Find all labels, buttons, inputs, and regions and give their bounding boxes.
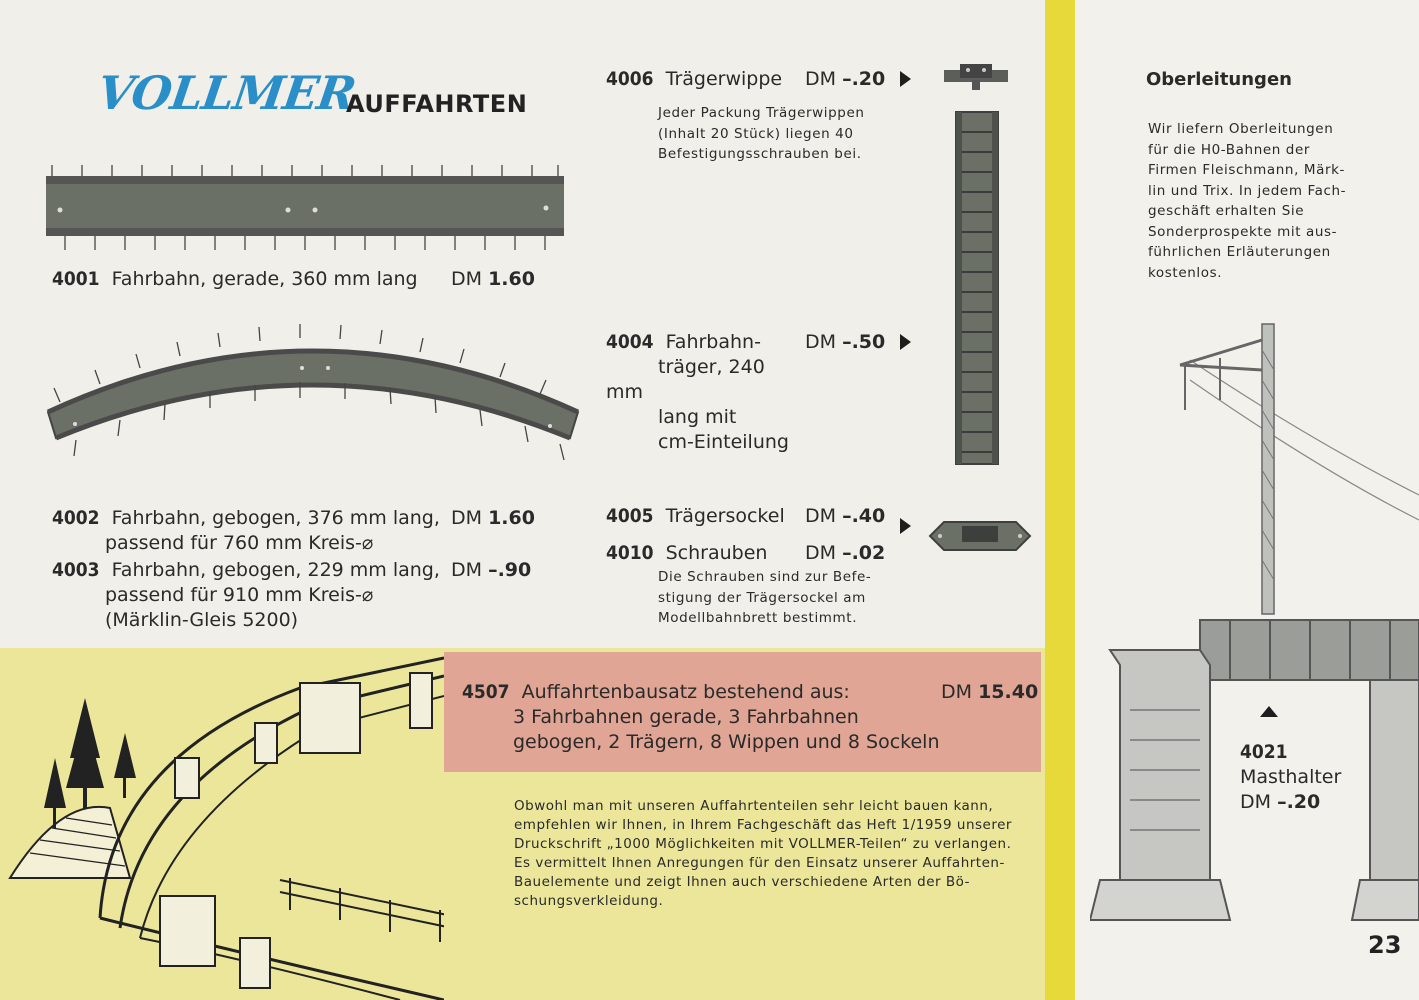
item-number: 4004 [606,331,654,353]
sidebar-title: Oberleitungen [1146,69,1292,90]
price-value: –.40 [842,505,886,527]
item-4021 [1240,740,1341,815]
price-value: –.20 [1277,791,1321,813]
price-prefix: DM [941,681,973,703]
item-4006 [606,67,782,92]
price-prefix: DM [451,507,483,529]
yellow-spine-strip [1045,0,1075,1000]
pointer-arrow-icon [900,518,911,534]
item-4002 [52,506,452,556]
item-description-line: Fahrbahn, gebogen, 376 mm lang, [111,507,440,529]
price-4010 [805,541,885,566]
item-description-line: (Märklin-Gleis 5200) [105,609,299,631]
section-title: AUFFAHRTEN [346,90,528,118]
price-4004 [805,330,885,355]
item-number: 4010 [606,542,654,564]
price-prefix: DM [451,559,483,581]
price-value: –.90 [488,559,532,581]
item-name: Trägersockel [665,505,785,527]
price-4003 [451,558,531,583]
item-number: 4003 [52,559,100,581]
item-number: 4002 [52,507,100,529]
sidebar-paragraph: Wir liefern Oberleitungen für die H0-Bahnen der Firmen Fleischmann, Märk- lin und Trix. In jedem Fach- geschäft erhalten Sie Sonderprospekte mit aus- führlichen Erläuterungen kostenlos. [1148,121,1347,281]
page-number: 23 [1368,931,1402,959]
price-value: 15.40 [978,681,1039,703]
item-4004 [606,330,806,455]
rocker-part-image [942,62,1010,94]
layout-scene-illustration [0,648,444,1000]
item-description-line: Fahrbahn, gebogen, 229 mm lang, [111,559,440,581]
curved-roadway-image [40,320,585,470]
price-4002 [451,506,535,531]
price-prefix: DM [805,331,837,353]
info-paragraph: Obwohl man mit unseren Auffahrtenteilen sehr leicht bauen kann, empfehlen wir Ihnen, in Ihrem Fachgeschäft das Heft 1/1959 unserer Druckschrift „1000 Möglichkeiten mit VOLLMER-Teilen“ zu verlangen. Es vermittelt Ihnen Anregungen für den Einsatz unserer Auffahrten- Bauelemente und zeigt Ihnen auch verschiedene Arten der Bö- schungsverkleidung. [514,798,1012,909]
straight-roadway-image [40,160,570,255]
price-prefix: DM [1240,791,1272,813]
kit-description-line: Auffahrtenbausatz bestehend aus: [521,681,850,703]
price-4006 [805,67,885,92]
item-4005 [606,504,785,529]
item-name: Trägerwippe [665,68,783,90]
price-value: –.50 [842,331,886,353]
item-number: 4507 [462,681,510,703]
item-number: 4006 [606,68,654,90]
item-description-line: passend für 910 mm Kreis-⌀ [105,584,374,606]
price-value: –.02 [842,542,886,564]
price-4021 [1240,790,1341,815]
item-description-line: passend für 760 mm Kreis-⌀ [105,532,374,554]
item-4010 [606,541,767,566]
price-4001 [451,267,535,292]
price-4507 [941,680,1038,705]
pointer-arrow-icon [900,71,911,87]
item-description-line: Fahrbahn- [665,331,761,353]
item-description-line: cm-Einteilung [658,431,789,453]
item-name: Schrauben [665,542,768,564]
item-description-line: träger, 240 mm [606,356,765,403]
item-4003 [52,558,452,633]
pointer-up-arrow-icon [1260,706,1278,717]
price-4005 [805,504,885,529]
item-description: Fahrbahn, gerade, 360 mm lang [111,268,418,290]
price-prefix: DM [805,542,837,564]
item-4507 [462,680,1022,755]
item-description-line: lang mit [658,406,737,428]
item-4010-note: Die Schrauben sind zur Befe- stigung der Trägersockel am Modellbahnbrett bestimmt. [658,569,872,626]
kit-description-line: 3 Fahrbahnen gerade, 3 Fahrbahnen [513,706,859,728]
price-value: 1.60 [488,507,535,529]
pointer-arrow-icon [900,334,911,350]
kit-description-line: gebogen, 2 Trägern, 8 Wippen und 8 Sockeln [513,731,940,753]
item-number: 4021 [1240,741,1288,763]
price-value: 1.60 [488,268,535,290]
item-number: 4005 [606,505,654,527]
catenary-mast-bridge-image [1090,320,1419,940]
item-4006-note: Jeder Packung Trägerwippen (Inhalt 20 Stück) liegen 40 Befestigungsschrauben bei. [658,105,865,162]
roadway-girder-image [950,110,1004,466]
item-name: Masthalter [1240,766,1342,788]
price-prefix: DM [805,68,837,90]
price-value: –.20 [842,68,886,90]
price-prefix: DM [805,505,837,527]
price-prefix: DM [451,268,483,290]
item-number: 4001 [52,268,100,290]
girder-socket-image [928,516,1032,554]
vollmer-logo: VOLLMER [94,66,359,120]
